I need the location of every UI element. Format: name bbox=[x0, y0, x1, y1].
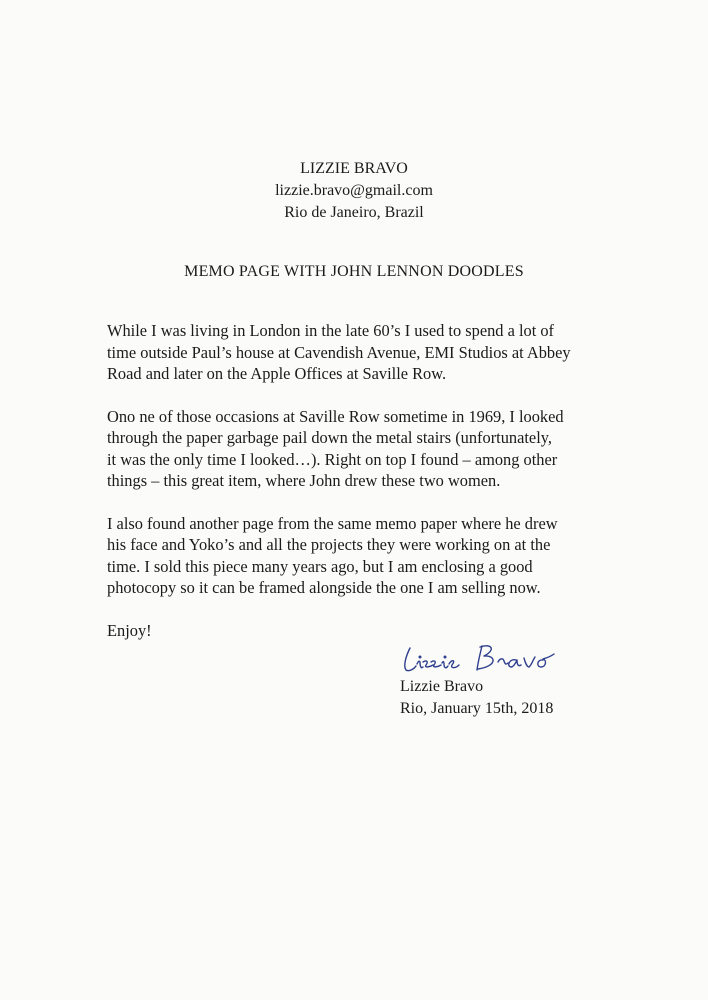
text-line: While I was living in London in the late 60’s I used to spend a lot of bbox=[107, 321, 555, 340]
text-line: things – this great item, where John drew these two women. bbox=[107, 471, 501, 490]
text-line: Ono ne of those occasions at Saville Row sometime in 1969, I looked bbox=[107, 406, 564, 426]
text-line: Enjoy! bbox=[107, 620, 152, 640]
text-line: through the paper garbage pail down the metal stairs (unfortunately, bbox=[107, 428, 552, 447]
sender-email: lizzie.bravo@gmail.com bbox=[275, 182, 433, 199]
letter-title: MEMO PAGE WITH JOHN LENNON DOODLES bbox=[184, 263, 524, 280]
letter-header bbox=[0, 158, 708, 224]
text-line: time. I sold this piece many years ago, but I am enclosing a good bbox=[107, 556, 533, 576]
text-line: Road and later on the Apple Offices at Saville Row. bbox=[107, 364, 447, 383]
paragraph-3 bbox=[107, 513, 607, 599]
text-line: time outside Paul’s house at Cavendish Avenue, EMI Studios at Abbey bbox=[107, 342, 571, 362]
text-line: photocopy so it can be framed alongside the one I am selling now. bbox=[107, 578, 541, 597]
handwritten-signature bbox=[400, 640, 580, 676]
signature-block bbox=[400, 640, 580, 720]
text-line: it was the only time I looked…). Right on top I found – among other bbox=[107, 449, 558, 469]
paragraph-2 bbox=[107, 406, 607, 492]
text-line: his face and Yoko’s and all the projects they were working on at the bbox=[107, 535, 551, 554]
sender-name: LIZZIE BRAVO bbox=[300, 160, 408, 177]
letter-body bbox=[107, 320, 607, 641]
paragraph-4 bbox=[107, 620, 607, 642]
signer-name: Lizzie Bravo bbox=[400, 678, 484, 695]
letter-date: Rio, January 15th, 2018 bbox=[400, 700, 554, 717]
sender-location: Rio de Janeiro, Brazil bbox=[284, 204, 424, 221]
paragraph-1 bbox=[107, 320, 607, 385]
text-line: I also found another page from the same memo paper where he drew bbox=[107, 513, 558, 533]
